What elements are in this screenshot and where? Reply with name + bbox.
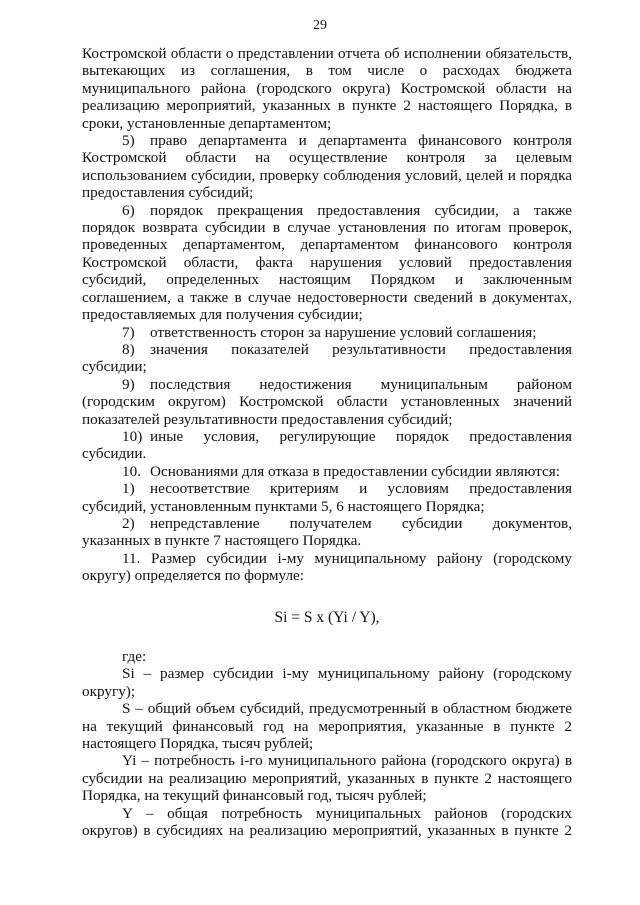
list-item-10-continuation: субсидии.	[82, 445, 147, 463]
item-text: непредставление получателем субсидии документов,	[150, 514, 572, 532]
list-item-8	[82, 341, 572, 358]
item-text: право департамента и департамента финансового контроля	[150, 132, 572, 150]
where-label: где:	[122, 648, 147, 665]
list-item-8-continuation: субсидии;	[82, 358, 147, 376]
item-number: 7)	[122, 323, 135, 341]
item-number: 2)	[122, 514, 135, 532]
item-text: иные условия, регулирующие порядок предоставления	[150, 427, 572, 445]
item-number: 5)	[122, 132, 135, 150]
section-number: 10.	[122, 462, 141, 480]
list-item-5-continuation: Костромской области на осуществление контроля за целевым использованием субсидии, проверку соблюдения условий, целей и порядка предоставления субсидий;	[82, 149, 572, 202]
page-number: 29	[313, 18, 327, 33]
definition-y: Y – общая потребность муниципальных районов (городских округов) в субсидиях на реализацию мероприятий, указанных в пункте 2	[82, 804, 572, 840]
item-text: порядок прекращения предоставления субсидии, а также	[150, 201, 572, 219]
item-text: несоответствие критериям и условиям предоставления	[150, 480, 572, 498]
item-text: последствия недостижения муниципальным районом	[150, 375, 572, 393]
list-item-9	[82, 376, 572, 393]
item-number: 8)	[122, 340, 135, 358]
list-item-6	[82, 202, 572, 219]
item-number: 10)	[122, 427, 143, 445]
item-number: 1)	[122, 480, 135, 498]
section-11-paragraph: 11. Размер субсидии i-му муниципальному району (городскому округу) определяется по формуле:	[82, 549, 572, 585]
list-item-5	[82, 132, 572, 149]
section-10-heading	[82, 463, 572, 480]
item-text: значения показателей результативности предоставления	[150, 340, 572, 358]
list-item-6-continuation: порядок возврата субсидии в случае установления по итогам проверок, проведенных департаментом, департаментом финансового контроля Костромской области, факта нарушения условий предоставления субсидий, определенных настоящим Порядком и заключенным соглашением, а также в случае недостоверности сведений в документах, предоставляемых для получения субсидии;	[82, 219, 572, 324]
section-text: Основаниями для отказа в предоставлении субсидии являются:	[150, 462, 560, 480]
list-item-9-continuation: (городским округом) Костромской области установленных значений показателей результативности предоставления субсидий;	[82, 393, 572, 428]
list-item-10	[82, 428, 572, 445]
item-number: 6)	[122, 201, 135, 219]
refusal-item-2-continuation: указанных в пункте 7 настоящего Порядка.	[82, 532, 362, 550]
definition-s: S – общий объем субсидий, предусмотренный в областном бюджете на текущий финансовый год на мероприятия, указанные в пункте 2 настоящего Порядка, тысяч рублей;	[82, 700, 572, 753]
refusal-item-1-continuation: субсидий, установленным пунктами 5, 6 настоящего Порядка;	[82, 497, 485, 515]
definition-yi: Yi – потребность i-го муниципального района (городского округа) в субсидии на реализацию мероприятий, указанных в пункте 2 настоящего Порядка, на текущий финансовый год, тысяч рублей;	[82, 752, 572, 805]
item-number: 9)	[122, 375, 135, 393]
item-text: ответственность сторон за нарушение условий соглашения;	[150, 323, 537, 341]
document-body	[82, 45, 572, 839]
list-item-7	[82, 324, 572, 341]
refusal-item-1	[82, 480, 572, 497]
paragraph-continuation: Костромской области о представлении отчета об исполнении обязательств, вытекающих из соглашения, в том числе о расходах бюджета муниципального района (городского округа) Костромской области на реализацию мероприятий, указанных в пункте 2 настоящего Порядка, в сроки, установленные департаментом;	[82, 45, 572, 132]
refusal-item-2	[82, 515, 572, 532]
formula: Si = S x (Yi / Y),	[274, 608, 380, 626]
definition-si: Si – размер субсидии i-му муниципальному району (городскому округу);	[82, 665, 572, 700]
